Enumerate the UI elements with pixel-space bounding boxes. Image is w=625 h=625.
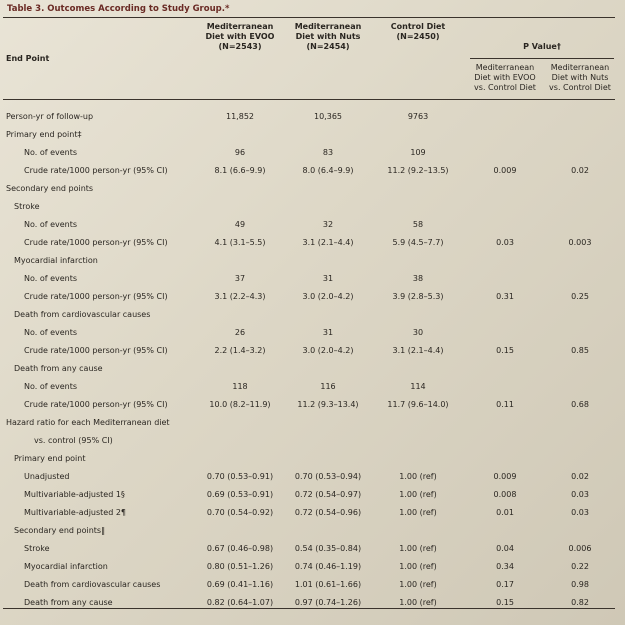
row-cell: 0.69 (0.41–1.16)	[206, 580, 274, 589]
row-cell: 0.25	[571, 292, 589, 301]
row-cell: 1.00 (ref)	[399, 490, 437, 499]
row-label: Death from cardiovascular causes	[14, 310, 151, 319]
header-p-nuts-line: vs. Control Diet	[549, 83, 611, 92]
header-nuts-line: Diet with Nuts	[295, 32, 361, 41]
row-cell: 0.04	[496, 544, 514, 553]
row-cell: 5.9 (4.5–7.7)	[392, 238, 444, 247]
header-p-nuts	[542, 63, 618, 93]
header-control-line: (N=2450)	[396, 32, 440, 41]
row-cell: 1.00 (ref)	[399, 508, 437, 517]
row-label: Crude rate/1000 person-yr (95% CI)	[24, 292, 168, 301]
row-label: vs. control (95% CI)	[34, 436, 113, 445]
row-cell: 3.0 (2.0–4.2)	[302, 346, 354, 355]
p-value-rule	[470, 58, 614, 59]
row-cell: 116	[320, 382, 336, 391]
table-row	[0, 289, 625, 305]
table-row	[0, 307, 625, 323]
header-evoo-line: (N=2543)	[218, 42, 262, 51]
row-cell: 0.85	[571, 346, 589, 355]
row-cell: 0.02	[571, 166, 589, 175]
row-cell: 0.009	[493, 472, 517, 481]
row-label: Stroke	[14, 202, 40, 211]
row-cell: 49	[234, 220, 246, 229]
row-cell: 37	[234, 274, 246, 283]
row-label: Primary end point	[14, 454, 86, 463]
row-label: Crude rate/1000 person-yr (95% CI)	[24, 400, 168, 409]
row-cell: 0.01	[496, 508, 514, 517]
row-cell: 0.67 (0.46–0.98)	[206, 544, 274, 553]
table-row	[0, 559, 625, 575]
row-label: Crude rate/1000 person-yr (95% CI)	[24, 166, 168, 175]
row-label: Person-yr of follow-up	[6, 112, 94, 121]
row-label: Stroke	[24, 544, 50, 553]
row-cell: 114	[410, 382, 426, 391]
row-cell: 26	[234, 328, 246, 337]
row-cell: 0.98	[571, 580, 589, 589]
row-cell: 1.00 (ref)	[399, 598, 437, 607]
table-row	[0, 217, 625, 233]
row-cell: 0.54 (0.35–0.84)	[294, 544, 362, 553]
row-cell: 3.1 (2.1–4.4)	[302, 238, 354, 247]
row-cell: 8.0 (6.4–9.9)	[302, 166, 354, 175]
row-cell: 31	[322, 328, 334, 337]
row-cell: 1.00 (ref)	[399, 544, 437, 553]
header-p-evoo-line: Mediterranean	[475, 63, 535, 72]
row-cell: 3.9 (2.8–5.3)	[392, 292, 444, 301]
row-cell: 3.1 (2.1–4.4)	[392, 346, 444, 355]
row-cell: 3.0 (2.0–4.2)	[302, 292, 354, 301]
table-row	[0, 397, 625, 413]
header-evoo-line: Mediterranean	[206, 22, 274, 31]
table-row	[0, 379, 625, 395]
row-cell: 1.00 (ref)	[399, 562, 437, 571]
row-label: Death from cardiovascular causes	[24, 580, 161, 589]
row-label: Primary end point‡	[6, 130, 82, 139]
row-cell: 31	[322, 274, 334, 283]
table-row	[0, 199, 625, 215]
row-cell: 38	[412, 274, 424, 283]
row-cell: 0.31	[496, 292, 514, 301]
row-label: Death from any cause	[14, 364, 103, 373]
table-row	[0, 163, 625, 179]
row-cell: 0.80 (0.51–1.26)	[206, 562, 274, 571]
row-label: No. of events	[24, 148, 78, 157]
row-cell: 11.7 (9.6–14.0)	[387, 400, 449, 409]
table-row	[0, 433, 625, 449]
table-row	[0, 487, 625, 503]
header-p-value: P Value†	[523, 42, 561, 51]
table-row	[0, 505, 625, 521]
row-cell: 0.70 (0.53–0.91)	[206, 472, 274, 481]
row-cell: 10.0 (8.2–11.9)	[209, 400, 271, 409]
top-rule	[3, 17, 615, 18]
row-cell: 0.008	[493, 490, 517, 499]
row-label: Multivariable-adjusted 2¶	[24, 508, 127, 517]
row-cell: 0.22	[571, 562, 589, 571]
row-cell: 0.82	[571, 598, 589, 607]
row-cell: 0.003	[568, 238, 592, 247]
table-row	[0, 271, 625, 287]
row-cell: 118	[232, 382, 248, 391]
table-row	[0, 343, 625, 359]
table-row	[0, 361, 625, 377]
table-row	[0, 109, 625, 125]
row-label: Crude rate/1000 person-yr (95% CI)	[24, 238, 168, 247]
row-cell: 0.68	[571, 400, 589, 409]
header-p-evoo	[470, 63, 540, 93]
row-cell: 0.03	[571, 508, 589, 517]
header-nuts	[288, 22, 368, 52]
row-cell: 30	[412, 328, 424, 337]
row-cell: 109	[410, 148, 426, 157]
row-label: No. of events	[24, 382, 78, 391]
row-cell: 4.1 (3.1–5.5)	[214, 238, 266, 247]
table-row	[0, 541, 625, 557]
table-row	[0, 127, 625, 143]
header-nuts-line: Mediterranean	[294, 22, 362, 31]
row-label: Death from any cause	[24, 598, 113, 607]
row-label: No. of events	[24, 220, 78, 229]
table-row	[0, 469, 625, 485]
row-label: Myocardial infarction	[14, 256, 98, 265]
table-row	[0, 415, 625, 431]
row-cell: 1.00 (ref)	[399, 580, 437, 589]
row-cell: 83	[322, 148, 334, 157]
row-label: Secondary end points	[6, 184, 94, 193]
row-cell: 0.70 (0.53–0.94)	[294, 472, 362, 481]
row-label: No. of events	[24, 274, 78, 283]
bottom-rule	[3, 608, 615, 609]
row-cell: 0.15	[496, 346, 514, 355]
row-cell: 0.70 (0.54–0.92)	[206, 508, 274, 517]
table-row	[0, 523, 625, 539]
row-cell: 3.1 (2.2–4.3)	[214, 292, 266, 301]
header-p-nuts-line: Diet with Nuts	[551, 73, 609, 82]
row-label: Multivariable-adjusted 1§	[24, 490, 125, 499]
header-end-point: End Point	[6, 54, 50, 63]
row-label: Myocardial infarction	[24, 562, 108, 571]
row-cell: 0.72 (0.54–0.96)	[294, 508, 362, 517]
row-cell: 9763	[407, 112, 429, 121]
row-cell: 8.1 (6.6–9.9)	[214, 166, 266, 175]
table-row	[0, 577, 625, 593]
table-title: Table 3. Outcomes According to Study Group.*	[7, 4, 230, 14]
row-label: No. of events	[24, 328, 78, 337]
header-control-line: Control Diet	[390, 22, 446, 31]
row-cell: 2.2 (1.4–3.2)	[214, 346, 266, 355]
row-cell: 11.2 (9.2–13.5)	[387, 166, 449, 175]
row-cell: 0.03	[571, 490, 589, 499]
row-cell: 0.82 (0.64–1.07)	[206, 598, 274, 607]
row-cell: 0.009	[493, 166, 517, 175]
row-label: Crude rate/1000 person-yr (95% CI)	[24, 346, 168, 355]
header-control	[378, 22, 458, 42]
row-cell: 0.69 (0.53–0.91)	[206, 490, 274, 499]
table-row	[0, 145, 625, 161]
row-cell: 0.72 (0.54–0.97)	[294, 490, 362, 499]
row-label: Hazard ratio for each Mediterranean diet	[6, 418, 170, 427]
row-cell: 11.2 (9.3–13.4)	[297, 400, 359, 409]
row-cell: 0.17	[496, 580, 514, 589]
table-row	[0, 451, 625, 467]
row-label: Unadjusted	[24, 472, 70, 481]
table-row	[0, 325, 625, 341]
header-p-evoo-line: Diet with EVOO	[474, 73, 536, 82]
row-cell: 0.03	[496, 238, 514, 247]
row-cell: 0.11	[496, 400, 514, 409]
row-cell: 96	[234, 148, 246, 157]
row-cell: 58	[412, 220, 424, 229]
row-cell: 32	[322, 220, 334, 229]
header-evoo-line: Diet with EVOO	[205, 32, 275, 41]
header-rule	[3, 99, 615, 100]
table-row	[0, 253, 625, 269]
row-label: Secondary end points‖	[14, 526, 106, 535]
row-cell: 0.15	[496, 598, 514, 607]
row-cell: 0.74 (0.46–1.19)	[294, 562, 362, 571]
header-evoo	[200, 22, 280, 52]
row-cell: 0.02	[571, 472, 589, 481]
row-cell: 10,365	[314, 112, 342, 121]
row-cell: 0.97 (0.74–1.26)	[294, 598, 362, 607]
header-p-nuts-line: Mediterranean	[550, 63, 610, 72]
row-cell: 11,852	[226, 112, 254, 121]
table-row	[0, 235, 625, 251]
row-cell: 0.34	[496, 562, 514, 571]
row-cell: 1.01 (0.61–1.66)	[294, 580, 362, 589]
row-cell: 0.006	[568, 544, 592, 553]
header-nuts-line: (N=2454)	[306, 42, 350, 51]
table-row	[0, 181, 625, 197]
header-p-evoo-line: vs. Control Diet	[474, 83, 536, 92]
row-cell: 1.00 (ref)	[399, 472, 437, 481]
